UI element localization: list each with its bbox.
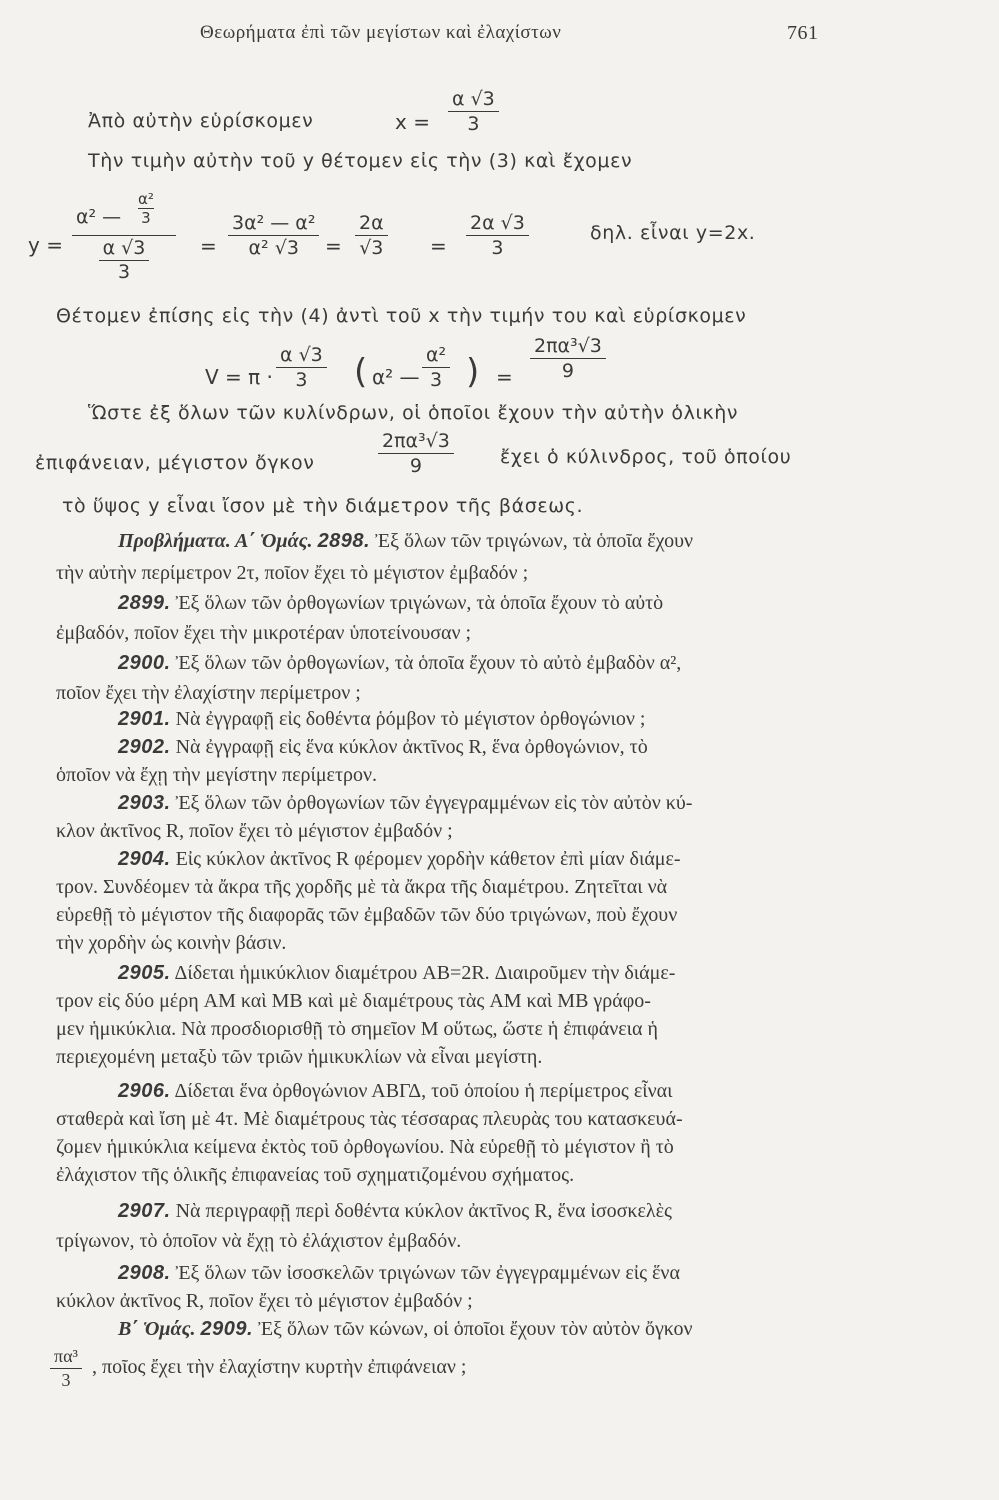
problem-2902-line-2: ὁποῖον νὰ ἔχῃ τὴν μεγίστην περίμετρον. bbox=[56, 764, 378, 786]
problem-text: Δίδεται ἕνα ὀρθογώνιον ΑΒΓΔ, τοῦ ὁποίου ἡ περίμετρος εἶναι bbox=[174, 1080, 673, 1102]
volume-label: V = π · bbox=[205, 365, 273, 389]
problem-number: 2900. bbox=[118, 652, 171, 674]
problem-text: Ἐξ ὅλων τῶν ἰσοσκελῶν τριγώνων τῶν ἐγγεγραμμένων εἰς ἕνα bbox=[175, 1262, 680, 1284]
y-compound-fraction bbox=[72, 192, 176, 283]
problem-number: 2906. bbox=[118, 1080, 171, 1102]
y-compound-den-num: α √3 bbox=[102, 237, 146, 259]
problem-text: Νὰ περιγραφῇ περὶ δοθέντα κύκλον ἀκτῖνος R, ἕνα ἰσοσκελὲς bbox=[175, 1200, 672, 1222]
problem-2899 bbox=[118, 592, 663, 615]
fraction-3 bbox=[355, 212, 388, 259]
problem-number: 2905. bbox=[118, 962, 171, 984]
problem-2906-line-2: σταθερὰ καὶ ἴση μὲ 4τ. Μὲ διαμέτρους τὰς τέσσαρας πλευρὰς του κατασκευά- bbox=[56, 1108, 683, 1130]
problem-number: 2903. bbox=[118, 792, 171, 814]
problem-2905-line-2: τρον εἰς δύο μέρη AM καὶ MB καὶ μὲ διαμέτρους τὰς AM καὶ MB γράφο- bbox=[56, 990, 651, 1012]
derivation-line-3: Θέτομεν ἐπίσης εἰς τὴν (4) ἀντὶ τοῦ x τὴν τιμήν του καὶ εὑρίσκομεν bbox=[56, 305, 747, 327]
group-b-heading: Β΄ Ὁμάς. bbox=[118, 1318, 196, 1340]
problem-text: Δίδεται ἡμικύκλιον διαμέτρου AB=2R. Διαιροῦμεν τὴν διάμε- bbox=[174, 962, 676, 984]
problem-text: Εἰς κύκλον ἀκτῖνος R φέρομεν χορδὴν κάθετον ἐπὶ μίαν διάμε- bbox=[175, 848, 681, 870]
fraction-3-num: 2α bbox=[359, 212, 384, 234]
problem-number: 2908. bbox=[118, 1262, 171, 1284]
problem-number: 2898. bbox=[317, 530, 371, 552]
problem-2909-line-2: , ποῖος ἔχει τὴν ἐλαχίστην κυρτὴν ἐπιφάνειαν ; bbox=[92, 1356, 467, 1378]
volume-paren-fraction bbox=[422, 344, 450, 391]
problem-number: 2907. bbox=[118, 1200, 171, 1222]
max-volume-num: 2πα³√3 bbox=[382, 430, 450, 452]
problem-2905 bbox=[118, 962, 675, 985]
volume-constant-num: πα³ bbox=[54, 1346, 78, 1366]
problem-number: 2901. bbox=[118, 708, 171, 730]
equals-2: = bbox=[325, 234, 342, 258]
eq-conclusion: δηλ. εἶναι y=2x. bbox=[590, 222, 756, 244]
x-fraction bbox=[448, 88, 499, 135]
derivation-line-2: Τὴν τιμὴν αὐτὴν τοῦ y θέτομεν εἰς τὴν (3) καὶ ἔχομεν bbox=[88, 150, 633, 172]
volume-fraction-1 bbox=[276, 344, 327, 391]
y-compound-den-den: 3 bbox=[99, 260, 149, 283]
paren-close: ) bbox=[466, 352, 480, 392]
derivation-line-4: Ὥστε ἐξ ὅλων τῶν κυλίνδρων, οἱ ὁποῖοι ἔχουν τὴν αὐτὴν ὁλικὴν bbox=[88, 402, 739, 424]
paren-open: ( bbox=[354, 352, 368, 392]
x-fraction-den: 3 bbox=[448, 111, 499, 135]
volume-result-num: 2πα³√3 bbox=[534, 335, 602, 357]
problem-2909 bbox=[118, 1318, 693, 1341]
x-equals: x = bbox=[395, 110, 430, 134]
max-volume-den: 9 bbox=[378, 453, 454, 477]
fraction-2-num: 3α² — α² bbox=[232, 212, 316, 234]
max-volume-fraction bbox=[378, 430, 454, 477]
problem-2901 bbox=[118, 708, 645, 731]
problem-text: Νὰ ἐγγραφῇ εἰς δοθέντα ῥόμβον τὸ μέγιστον ὀρθογώνιον ; bbox=[175, 708, 646, 730]
problem-2900-line-2: ποῖον ἔχει τὴν ἐλαχίστην περίμετρον ; bbox=[56, 682, 361, 704]
x-fraction-num: α √3 bbox=[452, 88, 495, 110]
problem-2902 bbox=[118, 736, 648, 759]
problem-number: 2902. bbox=[118, 736, 171, 758]
volume-paren-den: 3 bbox=[422, 367, 450, 391]
equals-1: = bbox=[200, 234, 217, 258]
fraction-4-den: 3 bbox=[466, 235, 529, 259]
problem-2907 bbox=[118, 1200, 672, 1223]
y-compound-inner-frac bbox=[138, 190, 154, 227]
volume-paren-a: α² — bbox=[372, 365, 420, 389]
problem-number: 2899. bbox=[118, 592, 171, 614]
derivation-line-6: τὸ ὕψος y εἶναι ἴσον μὲ τὴν διάμετρον τῆς βάσεως. bbox=[62, 495, 584, 517]
problem-text: Νὰ ἐγγραφῇ εἰς ἕνα κύκλον ἀκτῖνος R, ἕνα ὀρθογώνιον, τὸ bbox=[175, 736, 648, 758]
problem-text: Ἐξ ὅλων τῶν κώνων, οἱ ὁποῖοι ἔχουν τὸν αὐτὸν ὄγκον bbox=[258, 1318, 693, 1340]
y-compound-denominator bbox=[72, 235, 176, 283]
problem-2903-line-2: κλον ἀκτῖνος R, ποῖον ἔχει τὸ μέγιστον ἐμβαδόν ; bbox=[56, 820, 453, 842]
derivation-line-1: Ἀπὸ αὐτὴν εὑρίσκομεν bbox=[88, 110, 314, 132]
problems-heading: Προβλήματα. Α΄ Ὁμάς. bbox=[118, 530, 313, 552]
problems-2898 bbox=[118, 530, 693, 553]
inner-den: 3 bbox=[138, 208, 154, 227]
running-header: Θεωρήματα ἐπὶ τῶν μεγίστων καὶ ἐλαχίστων bbox=[200, 22, 562, 43]
equals-3: = bbox=[430, 234, 447, 258]
problem-number: 2909. bbox=[200, 1318, 254, 1340]
equals-4: = bbox=[496, 365, 513, 389]
problem-2906 bbox=[118, 1080, 673, 1103]
volume-constant-den: 3 bbox=[50, 1368, 82, 1391]
problem-2908 bbox=[118, 1262, 680, 1285]
volume-fraction-1-den: 3 bbox=[276, 367, 327, 391]
fraction-4-num: 2α √3 bbox=[470, 212, 525, 234]
problem-text: Ἐξ ὅλων τῶν ὀρθογωνίων τριγώνων, τὰ ὁποῖα ἔχουν τὸ αὐτὸ bbox=[175, 592, 664, 614]
problem-2905-line-4: περιεχομένη μεταξὺ τῶν τριῶν ἡμικυκλίων νὰ εἶναι μεγίστη. bbox=[56, 1046, 543, 1068]
volume-result bbox=[530, 335, 606, 382]
problem-2900 bbox=[118, 652, 681, 675]
derivation-line-5b: ἔχει ὁ κύλινδρος, τοῦ ὁποίου bbox=[500, 446, 792, 468]
problem-2898-line-2: τὴν αὐτὴν περίμετρον 2τ, ποῖον ἔχει τὸ μέγιστον ἐμβαδόν ; bbox=[56, 562, 529, 584]
problem-text: Ἐξ ὅλων τῶν ὀρθογωνίων τῶν ἐγγεγραμμένων εἰς τὸν αὐτὸν κύ- bbox=[175, 792, 693, 814]
volume-fraction-1-num: α √3 bbox=[280, 344, 323, 366]
derivation-line-5a: ἐπιφάνειαν, μέγιστον ὄγκον bbox=[35, 452, 315, 474]
volume-constant-fraction bbox=[50, 1346, 82, 1391]
inner-num: α² bbox=[138, 190, 154, 208]
problem-2903 bbox=[118, 792, 692, 815]
y-compound-numerator bbox=[72, 192, 176, 235]
problem-2908-line-2: κύκλον ἀκτῖνος R, ποῖον ἔχει τὸ μέγιστον ἐμβαδόν ; bbox=[56, 1290, 473, 1312]
problem-number: 2904. bbox=[118, 848, 171, 870]
problem-text: Ἐξ ὅλων τῶν τριγώνων, τὰ ὁποῖα ἔχουν bbox=[375, 530, 694, 552]
fraction-2-den: α² √3 bbox=[228, 235, 319, 259]
fraction-4 bbox=[466, 212, 529, 259]
problem-2899-line-2: ἐμβαδόν, ποῖον ἔχει τὴν μικροτέραν ὑποτείνουσαν ; bbox=[56, 622, 472, 644]
y-compound-num-a: α² — bbox=[76, 206, 122, 228]
problem-2904-line-3: εὑρεθῇ τὸ μέγιστον τῆς διαφορᾶς τῶν ἐμβαδῶν τῶν δύο τριγώνων, ποὺ ἔχουν bbox=[56, 904, 678, 926]
problem-2906-line-4: ἐλάχιστον τῆς ὁλικῆς ἐπιφανείας τοῦ σχηματιζομένου σχήματος. bbox=[56, 1164, 575, 1186]
problem-2905-line-3: μεν ἡμικύκλια. Νὰ προσδιορισθῇ τὸ σημεῖον M οὕτως, ὥστε ἡ ἐπιφάνεια ἡ bbox=[56, 1018, 658, 1040]
problem-2906-line-3: ζομεν ἡμικύκλια κείμενα ἐκτὸς τοῦ ὀρθογωνίου. Νὰ εὑρεθῇ τὸ μέγιστον ἢ τὸ bbox=[56, 1136, 674, 1158]
page-number: 761 bbox=[787, 22, 819, 44]
y-equals: y = bbox=[28, 233, 63, 257]
problem-2907-line-2: τρίγωνον, τὸ ὁποῖον νὰ ἔχῃ τὸ ἐλάχιστον ἐμβαδόν. bbox=[56, 1230, 462, 1252]
volume-paren-num: α² bbox=[426, 344, 447, 366]
problem-2904-line-4: τὴν χορδὴν ὡς κοινὴν βάσιν. bbox=[56, 932, 287, 954]
fraction-3-den: √3 bbox=[355, 235, 388, 259]
problem-2904-line-2: τρον. Συνδέομεν τὰ ἄκρα τῆς χορδῆς μὲ τὰ ἄκρα τῆς διαμέτρου. Ζητεῖται νὰ bbox=[56, 876, 668, 898]
problem-2904 bbox=[118, 848, 681, 871]
volume-result-den: 9 bbox=[530, 358, 606, 382]
fraction-2 bbox=[228, 212, 319, 259]
problem-text: Ἐξ ὅλων τῶν ὀρθογωνίων, τὰ ὁποῖα ἔχουν τὸ αὐτὸ ἐμβαδὸν α², bbox=[175, 652, 682, 674]
